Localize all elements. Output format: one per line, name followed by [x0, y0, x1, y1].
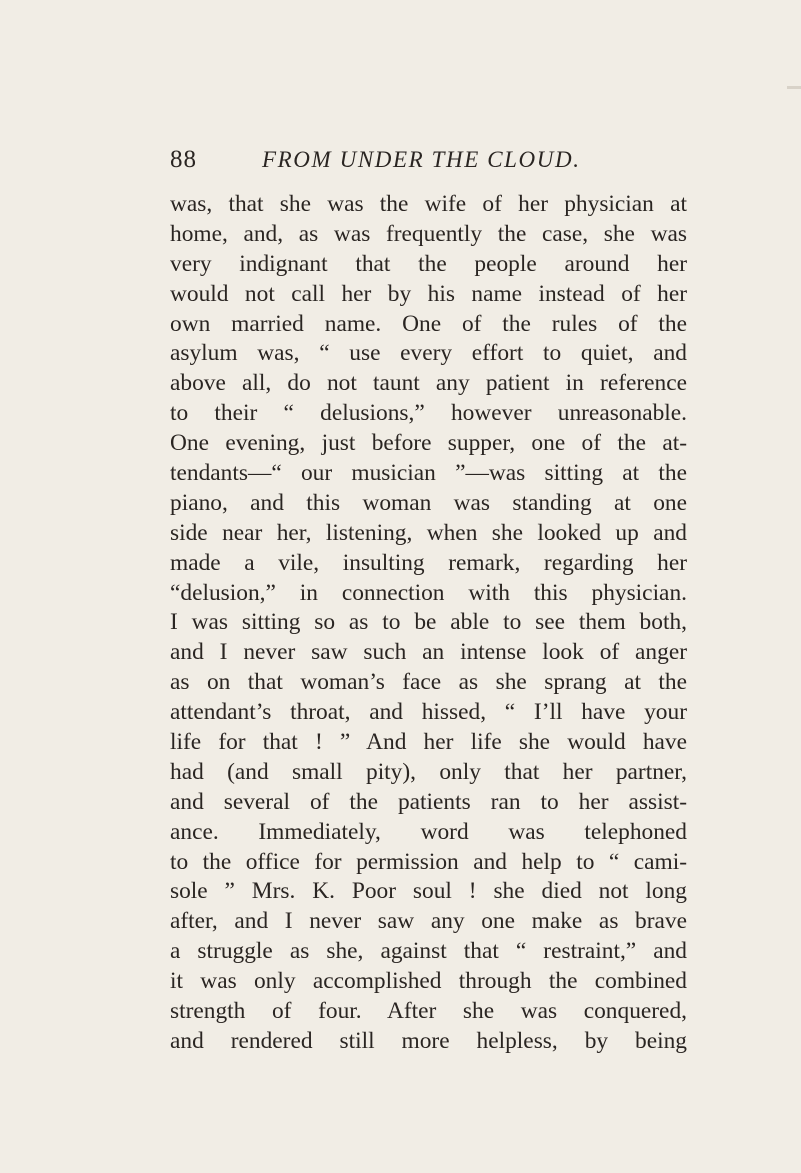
text-line: I was sitting so as to be able to see them both, — [170, 609, 687, 636]
text-line: tendants—“ our musician ”—was sitting at the — [170, 460, 687, 487]
text-line: had (and small pity), only that her partner, — [170, 758, 687, 785]
text-line: and rendered still more helpless, by being — [170, 1027, 687, 1054]
text-line: side near her, listening, when she looked up and — [170, 519, 687, 546]
text-line: life for that ! ” And her life she would have — [170, 729, 687, 756]
text-line: own married name. One of the rules of the — [170, 310, 687, 337]
text-line: strength of four. After she was conquered, — [170, 998, 687, 1025]
page-number: 88 — [170, 146, 197, 173]
text-line: as on that woman’s face as she sprang at the — [170, 669, 687, 696]
text-line: above all, do not taunt any patient in reference — [170, 370, 687, 397]
text-line: was, that she was the wife of her physician at — [170, 191, 687, 217]
text-line: “delusion,” in connection with this physician. — [170, 579, 687, 606]
text-line: and I never saw such an intense look of anger — [170, 639, 687, 666]
text-line: ance. Immediately, word was telephoned — [170, 818, 687, 845]
text-line: it was only accomplished through the combined — [170, 968, 687, 995]
text-line: after, and I never saw any one make as brave — [170, 908, 687, 935]
text-line: a struggle as she, against that “ restraint,” and — [170, 938, 687, 965]
text-line: to the office for permission and help to “ cami- — [170, 848, 687, 875]
text-line: and several of the patients ran to her assist- — [170, 788, 687, 815]
text-line: asylum was, “ use every effort to quiet, and — [170, 340, 687, 367]
text-line: would not call her by his name instead of her — [170, 280, 687, 307]
text-line: attendant’s throat, and hissed, “ I’ll have your — [170, 699, 687, 726]
running-head — [170, 146, 690, 176]
text-line: One evening, just before supper, one of the at- — [170, 430, 687, 457]
text-line: sole ” Mrs. K. Poor soul ! she died not long — [170, 878, 687, 905]
page-edge-mark — [787, 86, 801, 89]
running-title: FROM UNDER THE CLOUD. — [262, 147, 581, 172]
body-text — [170, 190, 687, 1057]
text-line: to their “ delusions,” however unreasonable. — [170, 400, 687, 427]
text-line: very indignant that the people around her — [170, 250, 687, 277]
text-line: piano, and this woman was standing at one — [170, 489, 687, 516]
text-line: home, and, as was frequently the case, she was — [170, 220, 687, 247]
text-line: made a vile, insulting remark, regarding her — [170, 549, 687, 576]
